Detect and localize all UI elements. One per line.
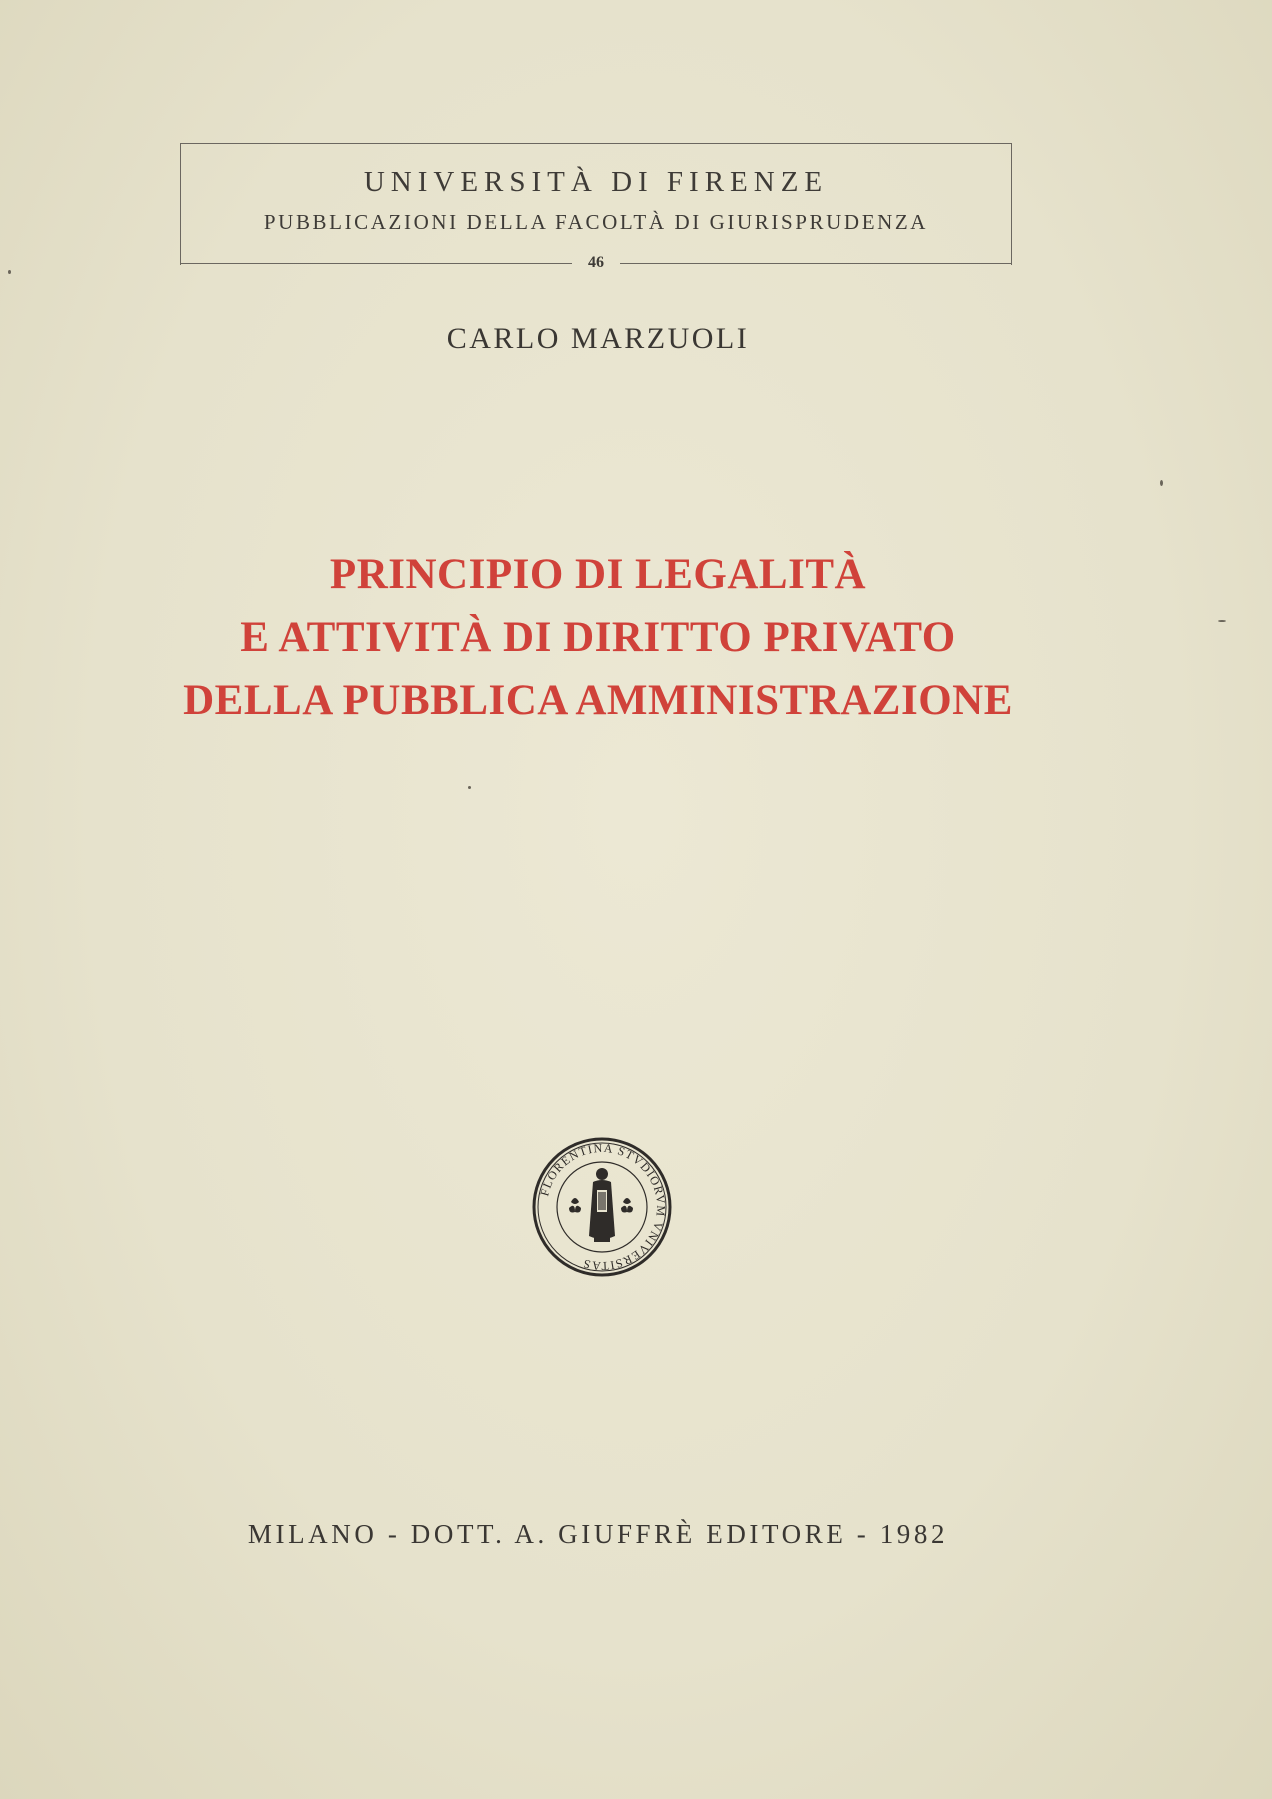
title-line-2: E ATTIVITÀ DI DIRITTO PRIVATO — [240, 614, 956, 661]
rule-left — [180, 263, 572, 264]
seal-text: FLORENTINA STVDIORVM VNIVERSITAS — [537, 1140, 669, 1274]
series-number-rule — [180, 255, 1012, 275]
title-line-3: DELLA PUBBLICA AMMINISTRAZIONE — [183, 677, 1013, 724]
title-line-1: PRINCIPIO DI LEGALITÀ — [329, 551, 867, 598]
university-name: UNIVERSITÀ DI FIRENZE — [363, 166, 829, 198]
paper-speck — [1218, 620, 1226, 622]
paper-speck — [1160, 480, 1163, 486]
paper-speck — [8, 270, 11, 274]
paper-speck — [468, 786, 471, 789]
rule-right — [620, 263, 1012, 264]
series-frame — [180, 143, 1012, 265]
publisher-imprint: MILANO - DOTT. A. GIUFFRÈ EDITORE - 1982 — [247, 1519, 949, 1549]
book-title — [0, 543, 1196, 732]
series-number: 46 — [588, 254, 604, 271]
faculty-series: PUBBLICAZIONI DELLA FACOLTÀ DI GIURISPRUDENZA — [263, 210, 929, 234]
seal-figure — [589, 1168, 615, 1242]
author-name: CARLO MARZUOLI — [446, 322, 750, 355]
university-seal-icon — [531, 1136, 673, 1278]
